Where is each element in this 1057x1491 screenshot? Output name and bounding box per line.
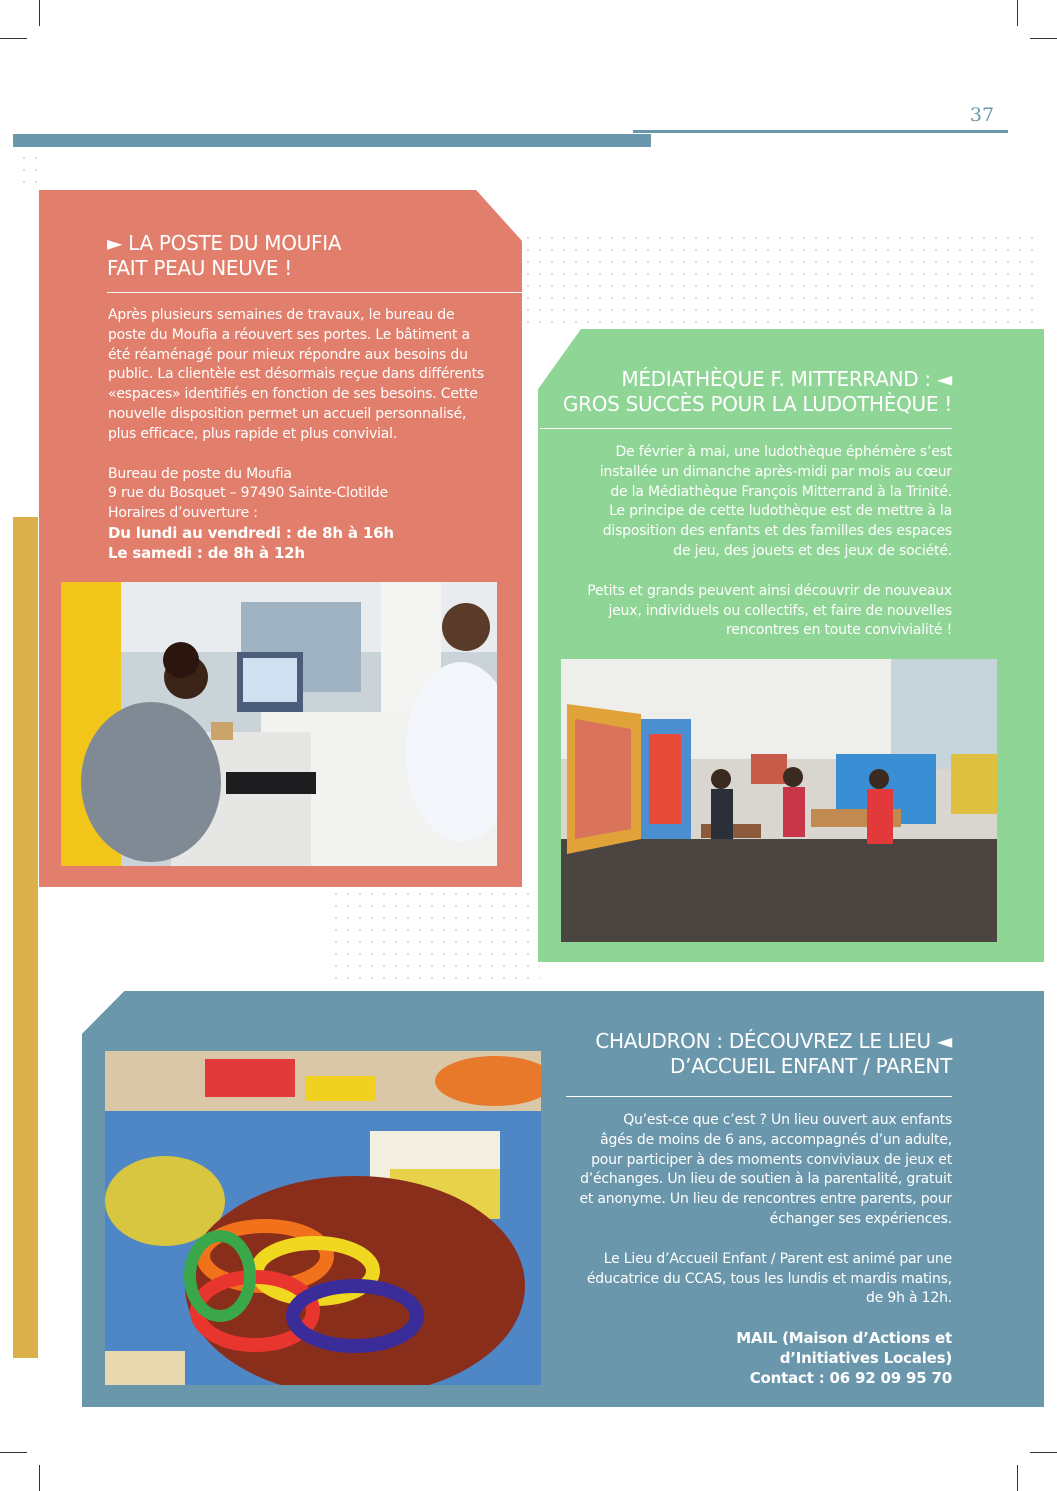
title-rule <box>107 292 522 293</box>
text-line: installée un dimanche après-midi par mois au cœur <box>599 463 952 480</box>
title-line: CHAUDRON : DÉCOUVREZ LE LIEU ◄ <box>595 1029 952 1053</box>
title-rule <box>540 428 952 429</box>
toy-rings-photo <box>105 1051 541 1385</box>
text-line: De février à mai, une ludothèque éphémère s’est <box>615 444 952 460</box>
crop-mark <box>1030 38 1057 39</box>
crop-mark <box>1030 1452 1057 1453</box>
background-pattern <box>18 152 44 192</box>
header-rule <box>633 130 1008 133</box>
contact-org: MAIL (Maison d’Actions et <box>736 1329 952 1348</box>
text-line: public. La clientèle est désormais reçue dans différents <box>108 366 484 383</box>
text-line: disposition des enfants et des familles des espaces <box>602 523 952 540</box>
ludotheque-photo <box>561 659 997 942</box>
title-line: D’ACCUEIL ENFANT / PARENT <box>670 1054 952 1078</box>
hours-saturday: Le samedi : de 8h à 12h <box>108 543 305 562</box>
background-pattern <box>330 888 540 988</box>
address-name: Bureau de poste du Moufia <box>108 465 292 482</box>
title-line: ► LA POSTE DU MOUFIA <box>107 231 342 255</box>
text-line: et anonyme. Un lieu de rencontres entre parents, pour <box>579 1191 952 1208</box>
post-office-photo <box>61 582 497 866</box>
title-line: MÉDIATHÈQUE F. MITTERRAND : ◄ <box>621 367 952 391</box>
text-line: Le principe de cette ludothèque est de mettre à la <box>609 503 952 520</box>
text-line: Qu’est-ce que c’est ? Un lieu ouvert aux enfants <box>623 1112 952 1128</box>
text-line: éducatrice du CCAS, tous les lundis et mardis matins, <box>586 1270 952 1287</box>
hours-weekdays: Du lundi au vendredi : de 8h à 16h <box>108 523 394 542</box>
text-line: Après plusieurs semaines de travaux, le bureau de <box>108 307 455 323</box>
text-line: d’échanges. Un lieu de soutien à la parentalité, gratuit <box>580 1171 952 1188</box>
title-line: GROS SUCCÈS POUR LA LUDOTHÈQUE ! <box>562 392 952 416</box>
article-mediatheque-body <box>552 443 952 641</box>
crop-mark <box>1017 1465 1018 1491</box>
article-poste-body <box>108 306 508 564</box>
text-line: âgés de moins de 6 ans, accompagnés d’un adulte, <box>600 1131 952 1148</box>
title-line: FAIT PEAU NEUVE ! <box>107 256 293 280</box>
text-line: Le Lieu d’Accueil Enfant / Parent est animé par une <box>603 1250 952 1267</box>
text-line: jeux, individuels ou collectifs, et faire de nouvelles <box>608 602 952 619</box>
article-mediatheque-title <box>540 367 952 417</box>
crop-mark <box>1017 0 1018 26</box>
text-line: été réaménagé pour mieux répondre aux besoins du <box>108 346 468 363</box>
article-chaudron-body <box>552 1111 952 1389</box>
crop-mark <box>0 1452 27 1453</box>
text-line: poste du Moufia a réouvert ses portes. Le bâtiment a <box>108 326 470 343</box>
text-line: échanger ses expériences. <box>769 1210 952 1227</box>
text-line: de 9h à 12h. <box>866 1290 952 1307</box>
text-line: de jeu, des jouets et des jeux de société. <box>673 542 952 559</box>
text-line: plus efficace, plus rapide et plus convivial. <box>108 425 398 442</box>
crop-mark <box>39 1465 40 1491</box>
article-chaudron-title <box>550 1029 952 1079</box>
hours-label: Horaires d’ouverture : <box>108 505 258 522</box>
contact-phone: Contact : 06 92 09 95 70 <box>749 1368 952 1387</box>
side-accent-strip <box>13 517 38 1358</box>
text-line: rencontres en toute convivialité ! <box>726 622 952 639</box>
title-rule <box>566 1096 952 1097</box>
text-line: nouvelle disposition permet un accueil personnalisé, <box>108 405 467 422</box>
crop-mark <box>0 38 27 39</box>
page-number: 37 <box>969 104 995 126</box>
text-line: Petits et grands peuvent ainsi découvrir de nouveaux <box>587 582 952 599</box>
article-poste-title <box>107 231 507 281</box>
header-bar <box>13 134 651 147</box>
background-pattern <box>522 232 1037 332</box>
text-line: pour participer à des moments conviviaux de jeux et <box>591 1151 952 1168</box>
crop-mark <box>39 0 40 26</box>
text-line: «espaces» identifiés en fonction de ses besoins. Cette <box>108 386 478 403</box>
address-street: 9 rue du Bosquet – 97490 Sainte-Clotilde <box>108 485 388 502</box>
text-line: de la Médiathèque François Mitterrand à la Trinité. <box>610 483 952 500</box>
contact-org: d’Initiatives Locales) <box>779 1348 952 1367</box>
